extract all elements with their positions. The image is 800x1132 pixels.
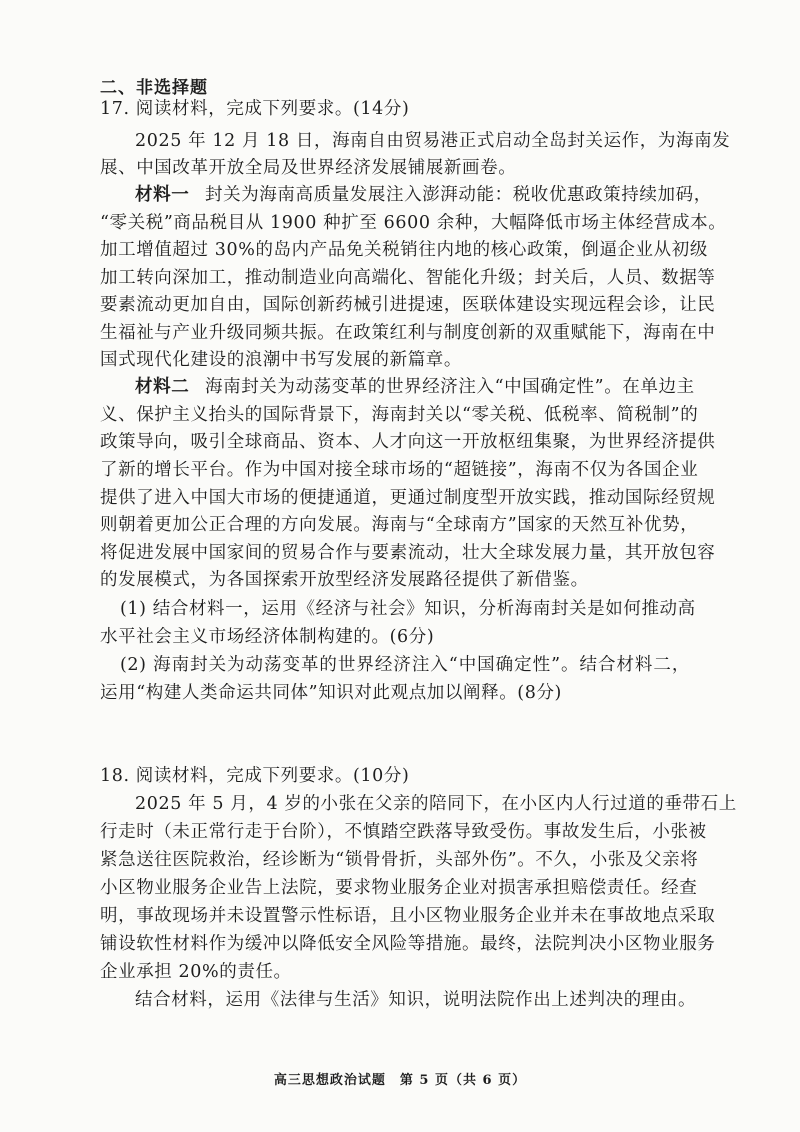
q17-material-2-line-1: 海南封关为动荡变革的世界经济注入“中国确定性”。在单边主 [205, 377, 695, 397]
q18-material-line-3: 紧急送往医院救治，经诊断为“锁骨骨折，头部外伤”。不久，小张及父亲将 [100, 850, 699, 870]
q17-material-1-line-6: 生福祉与产业升级同频共振。在政策红利与制度创新的双重赋能下，海南在中 [100, 323, 716, 343]
q17-material-2-line-4: 了新的增长平台。作为中国对接全球市场的“超链接”，海南不仅为各国企业 [100, 460, 699, 480]
q18-material-line-5: 明，事故现场并未设置警示性标语，且小区物业服务企业并未在事故地点采取 [100, 906, 716, 926]
q17-subquestion-2-line-1: (2) 海南封关为动荡变革的世界经济注入“中国确定性”。结合材料二， [120, 655, 690, 675]
q17-intro-line-2: 展、中国改革开放全局及世界经济发展铺展新画卷。 [100, 158, 517, 178]
q17-subquestion-1-line-2: 水平社会主义市场经济体制构建的。(6分) [100, 627, 435, 647]
q17-subquestion-1-line-1: (1) 结合材料一，运用《经济与社会》知识，分析海南封关是如何推动高 [120, 599, 696, 619]
q18-material-line-7: 企业承担 20%的责任。 [100, 962, 292, 982]
q17-material-1-line-4: 加工转向深加工，推动制造业向高端化、智能化升级；封关后，人员、数据等 [100, 268, 716, 288]
q18-material-line-2: 行走时（未正常行走于台阶），不慎踏空跌落导致受伤。事故发生后，小张被 [100, 822, 707, 842]
q18-material-line-4: 小区物业服务企业告上法院，要求物业服务企业对损害承担赔偿责任。经查 [100, 878, 698, 898]
q18-task: 结合材料，运用《法律与生活》知识，说明法院作出上述判决的理由。 [135, 990, 697, 1010]
q17-material-1-line-5: 要素流动更加自由，国际创新药械引进提速，医联体建设实现远程会诊，让民 [100, 295, 716, 315]
q17-material-2-line-5: 提供了进入中国大市场的便捷通道，更通过制度型开放实践，推动国际经贸规 [100, 488, 716, 508]
q18-material-line-1: 2025 年 5 月，4 岁的小张在父亲的陪同下，在小区内人行过道的垂带石上 [135, 794, 737, 814]
q17-material-2-line-3: 政策导向，吸引全球商品、资本、人才向这一开放枢纽集聚，为世界经济提供 [100, 432, 716, 452]
q17-material-2-label: 材料二 [135, 377, 190, 397]
q17-material-1-line-7: 国式现代化建设的浪潮中书写发展的新篇章。 [100, 350, 462, 370]
q17-material-1-label: 材料一 [135, 185, 190, 205]
q17-material-2-line-8: 的发展模式，为各国探索开放型经济发展路径提供了新借鉴。 [100, 570, 589, 590]
q17-material-2-line-7: 将促进发展中国家间的贸易合作与要素流动，壮大全球发展力量，其开放包容 [100, 543, 716, 563]
q18-header: 18. 阅读材料，完成下列要求。(10分) [100, 766, 410, 786]
q17-material-1-line-2: “零关税”商品税目从 1900 种扩至 6600 余种，大幅降低市场主体经营成本。 [100, 213, 727, 233]
section-title: 二、非选择题 [100, 78, 208, 98]
q17-material-1-line-1: 封关为海南高质量发展注入澎湃动能：税收优惠政策持续加码， [205, 185, 712, 205]
q17-subquestion-2-line-2: 运用“构建人类命运共同体”知识对此观点加以阐释。(8分) [100, 683, 562, 703]
q17-material-2-line-6: 则朝着更加公正合理的方向发展。海南与“全球南方”国家的天然互补优势， [100, 515, 699, 535]
page-footer: 高三思想政治试题 第 5 页（共 6 页） [273, 1073, 527, 1088]
q18-material-line-6: 铺设软性材料作为缓冲以降低安全风险等措施。最终，法院判决小区物业服务 [100, 934, 716, 954]
q17-header: 17. 阅读材料，完成下列要求。(14分) [100, 99, 410, 119]
q17-intro-line-1: 2025 年 12 月 18 日，海南自由贸易港正式启动全岛封关运作，为海南发 [135, 131, 731, 151]
q17-material-1-line-3: 加工增值超过 30%的岛内产品免关税销往内地的核心政策，倒逼企业从初级 [100, 240, 708, 260]
q17-material-2-line-2: 义、保护主义抬头的国际背景下，海南封关以“零关税、低税率、简税制”的 [100, 405, 699, 425]
